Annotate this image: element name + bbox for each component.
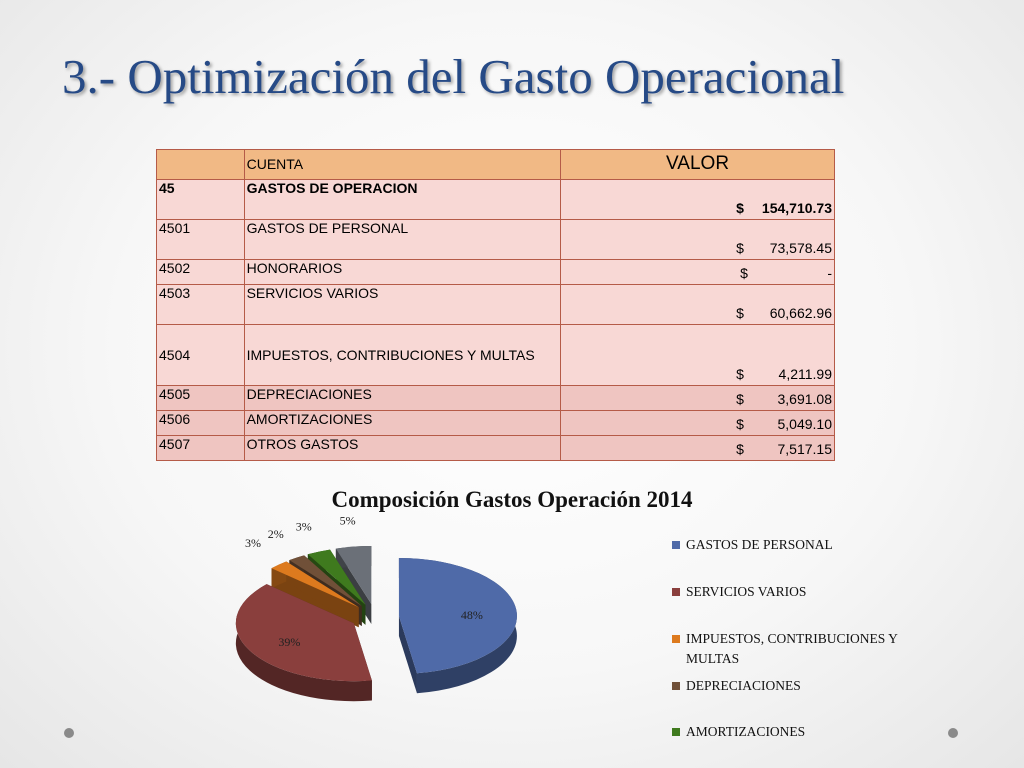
legend-swatch	[672, 541, 680, 549]
account-name: DEPRECIACIONES	[244, 386, 561, 411]
account-code: 4501	[157, 220, 245, 260]
expense-table	[156, 149, 835, 461]
amount: 3,691.08	[777, 391, 832, 407]
table-row	[157, 436, 835, 461]
account-name: AMORTIZACIONES	[244, 411, 561, 436]
currency-symbol: $	[736, 305, 744, 321]
account-value	[561, 386, 835, 411]
account-value	[561, 285, 835, 325]
legend-swatch	[672, 682, 680, 690]
amount: -	[827, 265, 832, 281]
currency-symbol: $	[736, 366, 744, 382]
legend-label: IMPUESTOS, CONTRIBUCIONES Y MULTAS	[686, 631, 898, 666]
currency-symbol: $	[736, 240, 744, 256]
amount: 5,049.10	[777, 416, 832, 432]
account-code: 4502	[157, 260, 245, 285]
currency-symbol: $	[736, 200, 744, 216]
header-code	[157, 150, 245, 180]
legend-label: DEPRECIACIONES	[686, 678, 801, 693]
pie-chart	[215, 513, 555, 710]
amount: 7,517.15	[777, 441, 832, 457]
slide-title: 3.- Optimización del Gasto Operacional	[62, 49, 845, 104]
pie-slice	[399, 558, 517, 693]
corner-dot	[948, 728, 958, 738]
legend-swatch	[672, 728, 680, 736]
legend-swatch	[672, 588, 680, 596]
pie-data-label: 3%	[295, 519, 312, 534]
legend-label: AMORTIZACIONES	[686, 724, 806, 739]
account-code: 45	[157, 180, 245, 220]
account-value	[561, 180, 835, 220]
account-value	[561, 436, 835, 461]
header-value: VALOR	[561, 150, 835, 180]
account-code: 4505	[157, 386, 245, 411]
pie-data-label: 5%	[339, 513, 356, 528]
table-row	[157, 220, 835, 260]
amount: 60,662.96	[769, 305, 832, 321]
legend-item	[672, 582, 936, 602]
pie-data-label: 3%	[245, 536, 262, 551]
legend-item	[672, 535, 936, 555]
account-value	[561, 260, 835, 285]
table-header-row	[157, 150, 835, 180]
account-code: 4506	[157, 411, 245, 436]
legend-item	[672, 629, 936, 669]
account-name: SERVICIOS VARIOS	[244, 285, 561, 325]
currency-symbol: $	[736, 391, 744, 407]
pie-data-label: 39%	[278, 635, 301, 650]
account-name: OTROS GASTOS	[244, 436, 561, 461]
account-name: HONORARIOS	[244, 260, 561, 285]
account-value	[561, 220, 835, 260]
legend-label: GASTOS DE PERSONAL	[686, 537, 833, 552]
pie-data-label: 48%	[460, 608, 483, 623]
account-value	[561, 411, 835, 436]
account-name: IMPUESTOS, CONTRIBUCIONES Y MULTAS	[244, 325, 561, 386]
currency-symbol: $	[736, 441, 744, 457]
account-name: GASTOS DE PERSONAL	[244, 220, 561, 260]
account-code: 4503	[157, 285, 245, 325]
table-row	[157, 325, 835, 386]
table-row	[157, 411, 835, 436]
account-name: GASTOS DE OPERACION	[244, 180, 561, 220]
chart-title: Composición Gastos Operación 2014	[331, 487, 693, 512]
table-row	[157, 260, 835, 285]
account-code: 4507	[157, 436, 245, 461]
table-row	[157, 386, 835, 411]
legend-label: SERVICIOS VARIOS	[686, 584, 807, 599]
header-account: CUENTA	[244, 150, 561, 180]
legend-item	[672, 722, 936, 742]
legend-item	[672, 676, 936, 696]
pie-data-label: 2%	[267, 527, 284, 542]
currency-symbol: $	[740, 265, 748, 281]
corner-dot	[64, 728, 74, 738]
currency-symbol: $	[736, 416, 744, 432]
table-row	[157, 285, 835, 325]
account-value	[561, 325, 835, 386]
table-row	[157, 180, 835, 220]
legend-swatch	[672, 635, 680, 643]
amount: 154,710.73	[761, 200, 832, 216]
amount: 4,211.99	[778, 366, 832, 382]
amount: 73,578.45	[769, 240, 832, 256]
account-code: 4504	[157, 325, 245, 386]
